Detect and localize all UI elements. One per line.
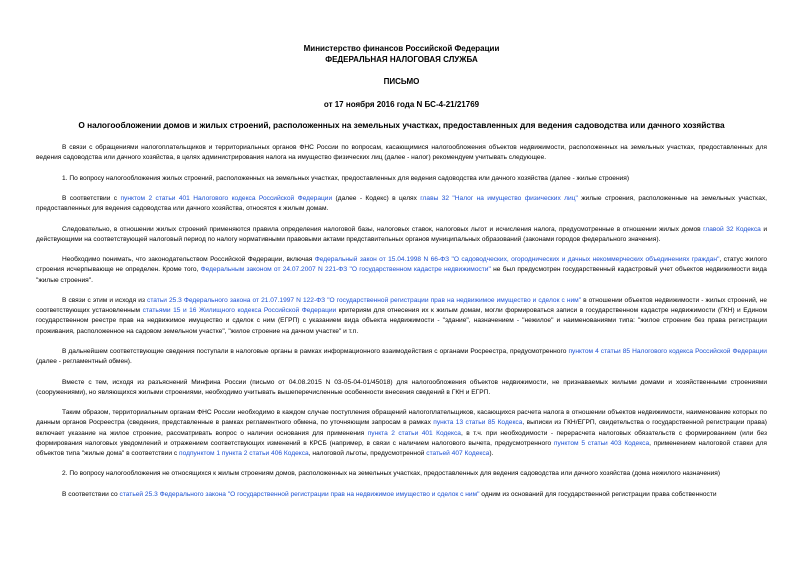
link-code-403-5[interactable]: пунктом 5 статьи 403 Кодекса	[553, 439, 650, 447]
link-law-122fz-25-3[interactable]: статьи 25.3 Федерального закона от 21.07.1997 N 122-ФЗ "О государственной регистрации прав на недвижимое имущество и сделок с ним"	[147, 296, 582, 304]
doc-title: О налогообложении домов и жилых строений, расположенных на земельных участках, предоставленных для ведения садоводства или дачного хозяйства	[78, 120, 725, 130]
paragraph-4: Следовательно, в отношении жилых строений применяются правила определения налоговой базы, налоговых ставок, налоговых льгот и исчисления налога, предусмотренные в отношении жилых домов главой 32 Кодекса и действующими на соответствующей налоговый период по налогу нормативными правовыми актами представительных органов муниципальных образований (законами городов федерального значения).	[36, 225, 767, 243]
doc-type: ПИСЬМО	[383, 77, 420, 86]
link-chapter-32-code[interactable]: главой 32 Кодекса	[703, 225, 761, 233]
paragraph-6: В связи с этим и исходя из статьи 25.3 Федерального закона от 21.07.1997 N 122-ФЗ "О государственной регистрации прав на недвижимое имущество и сделок с ним" в отношении объектов недвижимости - жилых строений, не соответствующих установленным статьями 15 и 16 Жилищного кодекса Российской Федерации критериям для отнесения их к жилым домам, могли формироваться записи в государственном кадастре недвижимости (ГКН) и Едином государственном реестре прав на недвижимое имущество и сделок с ним (ЕГРП) с указанием вида объекта недвижимости - "здание", назначением - "нежилое" и наименованиями типа: "жилое строение без права регистрации проживания, расположенное на садовом земельном участке", "жилое строение на дачном участке" и т.п.	[36, 296, 767, 335]
link-law-66fz[interactable]: Федеральный закон от 15.04.1998 N 66-ФЗ "О садоводческих, огороднических и дачных некоммерческих объединениях граждан"	[314, 256, 720, 264]
link-nk-85-4[interactable]: пунктом 4 статьи 85 Налогового кодекса Российской Федерации	[568, 347, 767, 355]
paragraph-section-1-heading: 1. По вопросу налогообложения жилых строений, расположенных на земельных участках, предоставленных для ведения садоводства или дачного хозяйства (далее - жилые строения)	[62, 174, 630, 182]
link-law-122fz-25-3-b[interactable]: статьей 25.3 Федерального закона "О государственной регистрации прав на недвижимое имущество и сделок с ним"	[119, 490, 480, 498]
paragraph-9: Таким образом, территориальным органам ФНС России необходимо в каждом случае поступления обращений налогоплательщиков, касающихся расчета налога в отношении объектов недвижимости, наименование которых по данным органов Росреестра (сведения, представленные в рамках регламентного обмена, по уточняющим запросам в рамках пункта 13 статьи 85 Кодекса, выписки из ГКН/ЕГРП, свидетельства о государственной регистрации права) включает указание на жилое строение, рассматривать вопрос о наличии основания для применения пункта 2 статьи 401 Кодекса, в т.ч. при необходимости - перерасчета налоговых обязательств с формированием (или без формирования налоговых уведомлений и отражением соответствующих изменений в КРСБ (например, в связи с наличием налогового вычета, предусмотренного пунктом 5 статьи 403 Кодекса, применением налоговой ставки для объектов типа "жилые дома" в соответствии с подпунктом 1 пункта 2 статьи 406 Кодекса, налоговой льготы, предусмотренной статьей 407 Кодекса).	[36, 409, 767, 457]
link-code-401-2[interactable]: пункта 2 статьи 401 Кодекса	[367, 429, 461, 437]
link-chapter-32[interactable]: главы 32 "Налог на имущество физических лиц"	[420, 194, 578, 202]
ministry-name: Министерство финансов Российской Федерации	[303, 44, 500, 53]
paragraph-3: В соответствии с пунктом 2 статьи 401 Налогового кодекса Российской Федерации (далее - Кодекс) в целях главы 32 "Налог на имущество физических лиц" жилые строения, расположенные на земельных участках, предоставленных для ведения садоводства или дачного хозяйства, относятся к жилым домам.	[36, 194, 767, 213]
paragraph-5: Необходимо понимать, что законодательством Российской Федерации, включая Федеральный закон от 15.04.1998 N 66-ФЗ "О садоводческих, огороднических и дачных некоммерческих объединениях граждан", статус жилого строения исчерпывающе не определен. Кроме того, Федеральным законом от 24.07.2007 N 221-ФЗ "О государственном кадастре недвижимости" не был предусмотрен государственный кадастровый учет объектов недвижимости вида "жилые строения".	[36, 256, 768, 284]
link-housing-code-15-16[interactable]: статьями 15 и 16 Жилищного кодекса Российской Федерации	[142, 307, 337, 315]
link-law-221fz[interactable]: Федеральным законом от 24.07.2007 N 221-ФЗ "О государственном кадастре недвижимости"	[200, 266, 491, 274]
link-code-407[interactable]: статьей 407 Кодекса	[426, 449, 490, 457]
paragraph-intro: В связи с обращениями налогоплательщиков и территориальных органов ФНС России по вопросам, касающимися налогообложения объектов недвижимости, расположенных на земельных участках, предоставленных для ведения садоводства или дачного хозяйства, в целях администрирования налога на имущество физических лиц (далее - налог) рекомендуем учитывать следующее.	[36, 144, 767, 162]
paragraph-8: Вместе с тем, исходя из разъяснений Минфина России (письмо от 04.08.2015 N 03-05-04-01/45018) для налогообложения объектов недвижимости, не признаваемых жилыми домами и хозяйственными строениями (сооружениями), но являющихся жилыми строениями, необходимо учитывать вышеперечисленные особенности внесения сведений в ГКН и ЕГРП.	[36, 378, 767, 396]
paragraph-section-2-heading: 2. По вопросу налогообложения не относящихся к жилым строениям домов, расположенных на земельных участках, предоставленных для ведения садоводства или дачного хозяйства (дома нежилого назначения)	[62, 470, 721, 478]
link-code-406-2-1[interactable]: подпунктом 1 пункта 2 статьи 406 Кодекса	[179, 449, 309, 457]
link-nk-401-2[interactable]: пунктом 2 статьи 401 Налогового кодекса Российской Федерации	[120, 194, 333, 202]
service-name: ФЕДЕРАЛЬНАЯ НАЛОГОВАЯ СЛУЖБА	[325, 54, 478, 64]
link-code-85-13[interactable]: пункта 13 статьи 85 Кодекса	[433, 419, 523, 427]
paragraph-11: В соответствии со статьей 25.3 Федерального закона "О государственной регистрации прав на недвижимое имущество и сделок с ним" одним из оснований для государственной регистрации права собственности	[62, 490, 717, 498]
paragraph-7: В дальнейшем соответствующие сведения поступали в налоговые органы в рамках информационного взаимодействия с органами Росреестра, предусмотренного пунктом 4 статьи 85 Налогового кодекса Российской Федерации (далее - регламентный обмен).	[36, 347, 767, 366]
doc-date: от 17 ноября 2016 года N БС-4-21/21769	[323, 99, 480, 109]
